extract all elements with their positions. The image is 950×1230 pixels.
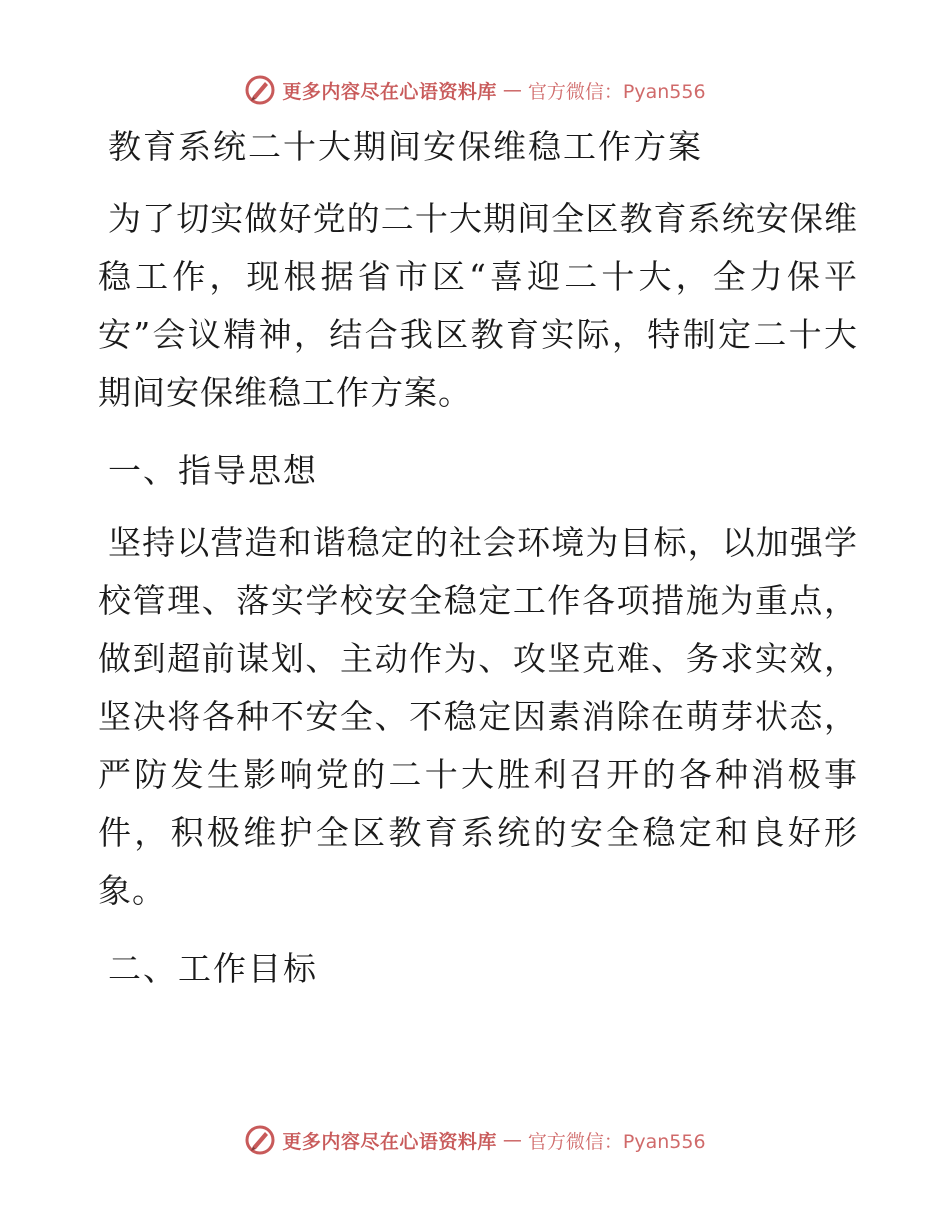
- watermark-text: 更多内容尽在心语资料库: [282, 80, 497, 103]
- document-title: 教育系统二十大期间安保维稳工作方案: [108, 127, 703, 166]
- header-watermark: [0, 70, 950, 110]
- intro-paragraph: 为了切实做好党的二十大期间全区教育系统安保维稳工作，现根据省市区“喜迎二十大，全力保平安”会议精神，结合我区教育实际，特制定二十大期间安保维稳工作方案。: [98, 199, 858, 412]
- section-heading-guiding-ideology: 一、指导思想: [108, 451, 318, 490]
- watermark-wechat: 官方微信：Pyan556: [527, 80, 706, 103]
- footer-watermark: [0, 1120, 950, 1160]
- watermark-text: 更多内容尽在心语资料库: [282, 1130, 497, 1153]
- brand-logo-icon: [244, 1124, 276, 1156]
- watermark-separator: —: [502, 79, 522, 101]
- watermark-wechat: 官方微信：Pyan556: [527, 1130, 706, 1153]
- section-heading-work-goals: 二、工作目标: [108, 949, 318, 988]
- watermark-separator: —: [502, 1129, 522, 1151]
- guiding-ideology-paragraph: 坚持以营造和谐稳定的社会环境为目标，以加强学校管理、落实学校安全稳定工作各项措施为重点，做到超前谋划、主动作为、攻坚克难、务求实效，坚决将各种不安全、不稳定因素消除在萌芽状态，严防发生影响党的二十大胜利召开的各种消极事件，积极维护全区教育系统的安全稳定和良好形象。: [98, 523, 858, 910]
- brand-logo-icon: [244, 74, 276, 106]
